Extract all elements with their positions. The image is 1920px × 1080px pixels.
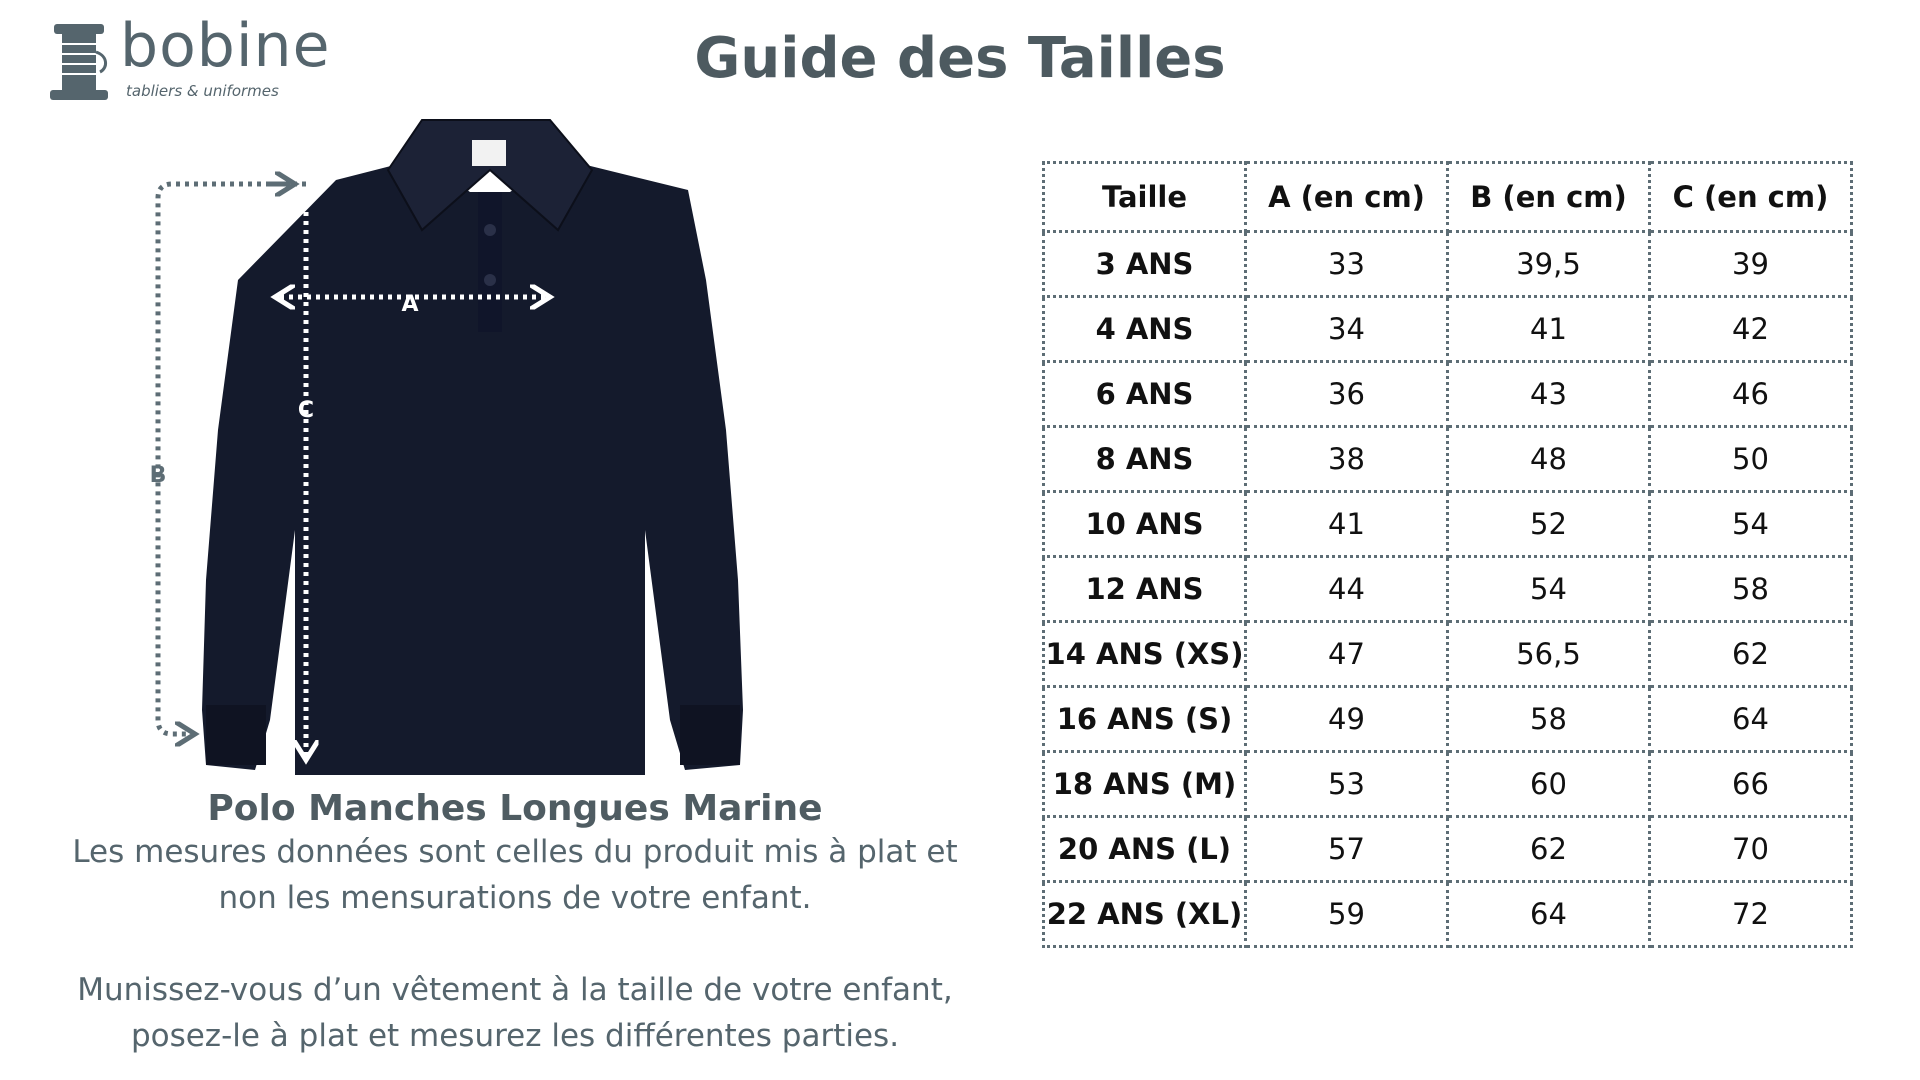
cell-c: 58 xyxy=(1650,557,1852,622)
cell-c: 62 xyxy=(1650,622,1852,687)
header-a: A (en cm) xyxy=(1246,163,1448,232)
table-row xyxy=(1044,427,1852,492)
measure-c-label: C xyxy=(297,398,315,423)
polo-placket xyxy=(478,192,502,332)
cell-a: 33 xyxy=(1246,232,1448,297)
polo-body xyxy=(202,158,743,775)
table-row xyxy=(1044,232,1852,297)
cell-size: 6 ANS xyxy=(1044,362,1246,427)
table-row xyxy=(1044,557,1852,622)
cell-size: 4 ANS xyxy=(1044,297,1246,362)
cell-b: 58 xyxy=(1448,687,1650,752)
measure-note-line-4: posez-le à plat et mesurez les différentes parties. xyxy=(130,1018,900,1054)
cell-a: 34 xyxy=(1246,297,1448,362)
cell-c: 46 xyxy=(1650,362,1852,427)
cell-c: 64 xyxy=(1650,687,1852,752)
cell-size: 12 ANS xyxy=(1044,557,1246,622)
cell-b: 62 xyxy=(1448,817,1650,882)
cell-size: 14 ANS (XS) xyxy=(1044,622,1246,687)
cell-a: 36 xyxy=(1246,362,1448,427)
cell-b: 41 xyxy=(1448,297,1650,362)
table-row xyxy=(1044,817,1852,882)
cell-size: 18 ANS (M) xyxy=(1044,752,1246,817)
table-row xyxy=(1044,362,1852,427)
cell-b: 48 xyxy=(1448,427,1650,492)
table-row xyxy=(1044,622,1852,687)
table-row xyxy=(1044,752,1852,817)
table-row xyxy=(1044,492,1852,557)
cell-a: 49 xyxy=(1246,687,1448,752)
left-cuff xyxy=(206,705,266,765)
header-c: C (en cm) xyxy=(1650,163,1852,232)
cell-b: 64 xyxy=(1448,882,1650,947)
table-row xyxy=(1044,882,1852,947)
brand-tagline: tabliers & uniformes xyxy=(126,82,279,100)
cell-b: 56,5 xyxy=(1448,622,1650,687)
table-row xyxy=(1044,687,1852,752)
cell-a: 53 xyxy=(1246,752,1448,817)
cell-size: 8 ANS xyxy=(1044,427,1246,492)
cell-b: 43 xyxy=(1448,362,1650,427)
measure-b-label: B xyxy=(149,463,167,488)
cell-size: 20 ANS (L) xyxy=(1044,817,1246,882)
right-cuff xyxy=(680,705,740,765)
cell-size: 3 ANS xyxy=(1044,232,1246,297)
cell-size: 16 ANS (S) xyxy=(1044,687,1246,752)
product-name: Polo Manches Longues Marine xyxy=(207,788,823,829)
cell-a: 47 xyxy=(1246,622,1448,687)
measure-note-line-3: Munissez-vous d’un vêtement à la taille de votre enfant, xyxy=(77,972,953,1008)
table-row xyxy=(1044,297,1852,362)
table-header-row xyxy=(1044,163,1852,232)
measure-note-line-2: non les mensurations de votre enfant. xyxy=(218,880,812,916)
product-illustration xyxy=(140,110,820,790)
header-size: Taille xyxy=(1044,163,1246,232)
cell-b: 60 xyxy=(1448,752,1650,817)
cell-c: 50 xyxy=(1650,427,1852,492)
cell-a: 41 xyxy=(1246,492,1448,557)
cell-a: 44 xyxy=(1246,557,1448,622)
size-chart-table xyxy=(1042,161,1853,948)
garment-label xyxy=(472,140,506,166)
button-icon xyxy=(484,224,496,236)
navy-long-sleeve-polo-image xyxy=(140,110,820,790)
cell-a: 38 xyxy=(1246,427,1448,492)
brand-name: bobine xyxy=(120,11,331,81)
header-b: B (en cm) xyxy=(1448,163,1650,232)
cell-c: 66 xyxy=(1650,752,1852,817)
cell-size: 22 ANS (XL) xyxy=(1044,882,1246,947)
cell-a: 59 xyxy=(1246,882,1448,947)
cell-c: 42 xyxy=(1650,297,1852,362)
button-icon xyxy=(484,274,496,286)
cell-size: 10 ANS xyxy=(1044,492,1246,557)
cell-b: 54 xyxy=(1448,557,1650,622)
product-caption xyxy=(0,788,1030,1059)
cell-a: 57 xyxy=(1246,817,1448,882)
page-title: Guide des Tailles xyxy=(694,26,1226,91)
cell-c: 39 xyxy=(1650,232,1852,297)
measure-note-line-1: Les mesures données sont celles du produit mis à plat et xyxy=(72,834,958,870)
cell-b: 52 xyxy=(1448,492,1650,557)
cell-c: 70 xyxy=(1650,817,1852,882)
cell-c: 72 xyxy=(1650,882,1852,947)
cell-b: 39,5 xyxy=(1448,232,1650,297)
cell-c: 54 xyxy=(1650,492,1852,557)
measure-a-label: A xyxy=(401,292,419,317)
